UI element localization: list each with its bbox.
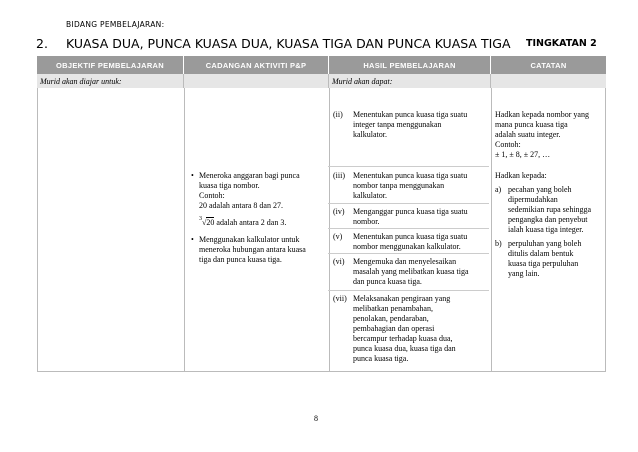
table-border-2 xyxy=(184,88,185,372)
header-catatan: CATATAN xyxy=(491,56,606,74)
subheader-catatan xyxy=(491,74,606,88)
hasil-item-vii: (vii) Melaksanakan pengiraan yang melibatkan penambahan, penolakan, pendaraban, pembahagian dan operasi bercampur terhadap kuasa dua, punca kuasa dua, kuasa tiga dan punca kuasa tiga. xyxy=(333,294,456,363)
table-border-3 xyxy=(329,88,330,372)
catatan-item-a: a) pecahan yang boleh dipermudahkan sedemikian rupa sehingga pengangka dan penyebut ialah kuasa tiga integer. xyxy=(495,185,592,234)
divider xyxy=(328,290,489,291)
bidang-pembelajaran-label: BIDANG PEMBELAJARAN: xyxy=(66,20,165,29)
aktiviti-item-1: Meneroka anggaran bagi punca kuasa tiga nombor. Contoh: 20 adalah antara 8 dan 27. $^3$√20 adalah antara 2 dan 3. xyxy=(199,171,300,227)
header-objektif: OBJEKTIF PEMBELAJARAN xyxy=(37,56,184,74)
divider xyxy=(328,253,489,254)
hasil-item-iv: (iv) Menganggar punca kuasa tiga suatu nombor. xyxy=(333,207,468,226)
hasil-item-iii: (iii) Menentukan punca kuasa tiga suatu nombor tanpa menggunakan kalkulator. xyxy=(333,171,468,200)
subheader-aktiviti xyxy=(184,74,329,88)
hasil-item-v: (v) Menentukan punca kuasa tiga suatu nombor menggunakan kalkulator. xyxy=(333,232,468,251)
table-subheader-row xyxy=(37,74,606,88)
divider xyxy=(328,203,489,204)
table-header-row xyxy=(37,56,606,74)
subheader-hasil: Murid akan dapat: xyxy=(329,74,491,88)
section-number: 2. xyxy=(36,36,48,51)
bullet: • xyxy=(191,171,194,180)
hasil-item-vi: (vi) Mengemuka dan menyelesaikan masalah yang melibatkan kuasa tiga dan punca kuasa tiga. xyxy=(333,257,469,286)
divider xyxy=(328,166,489,167)
catatan-hadkan: Hadkan kepada: xyxy=(495,171,547,180)
table-border-right xyxy=(605,88,606,372)
bullet: • xyxy=(191,235,194,244)
hasil-item-ii: (ii) Menentukan punca kuasa tiga suatu integer tanpa menggunakan kalkulator. xyxy=(333,110,468,139)
page-number: 8 xyxy=(314,414,318,423)
section-title: KUASA DUA, PUNCA KUASA DUA, KUASA TIGA DAN PUNCA KUASA TIGA xyxy=(66,36,511,51)
section-heading xyxy=(36,36,511,51)
header-aktiviti: CADANGAN AKTIVITI P&P xyxy=(184,56,329,74)
catatan-item-b: b) perpuluhan yang boleh ditulis dalam bentuk kuasa tiga perpuluhan yang lain. xyxy=(495,239,582,278)
subheader-objektif: Murid akan diajar untuk: xyxy=(37,74,184,88)
cube-root-example: $^3$√20 adalah antara 2 dan 3. xyxy=(199,216,287,227)
table-border-bottom xyxy=(37,371,606,372)
catatan-note-1: Hadkan kepada nombor yang mana punca kuasa tiga adalah suatu integer. Contoh: ± 1, ± 8, ± 27, … xyxy=(495,110,589,159)
table-border-left xyxy=(37,88,38,372)
aktiviti-item-2: Menggunakan kalkulator untuk meneroka hubungan antara kuasa tiga dan punca kuasa tiga. xyxy=(199,235,306,264)
header-hasil: HASIL PEMBELAJARAN xyxy=(329,56,491,74)
tingkatan-label: TINGKATAN 2 xyxy=(526,38,597,49)
divider xyxy=(328,228,489,229)
